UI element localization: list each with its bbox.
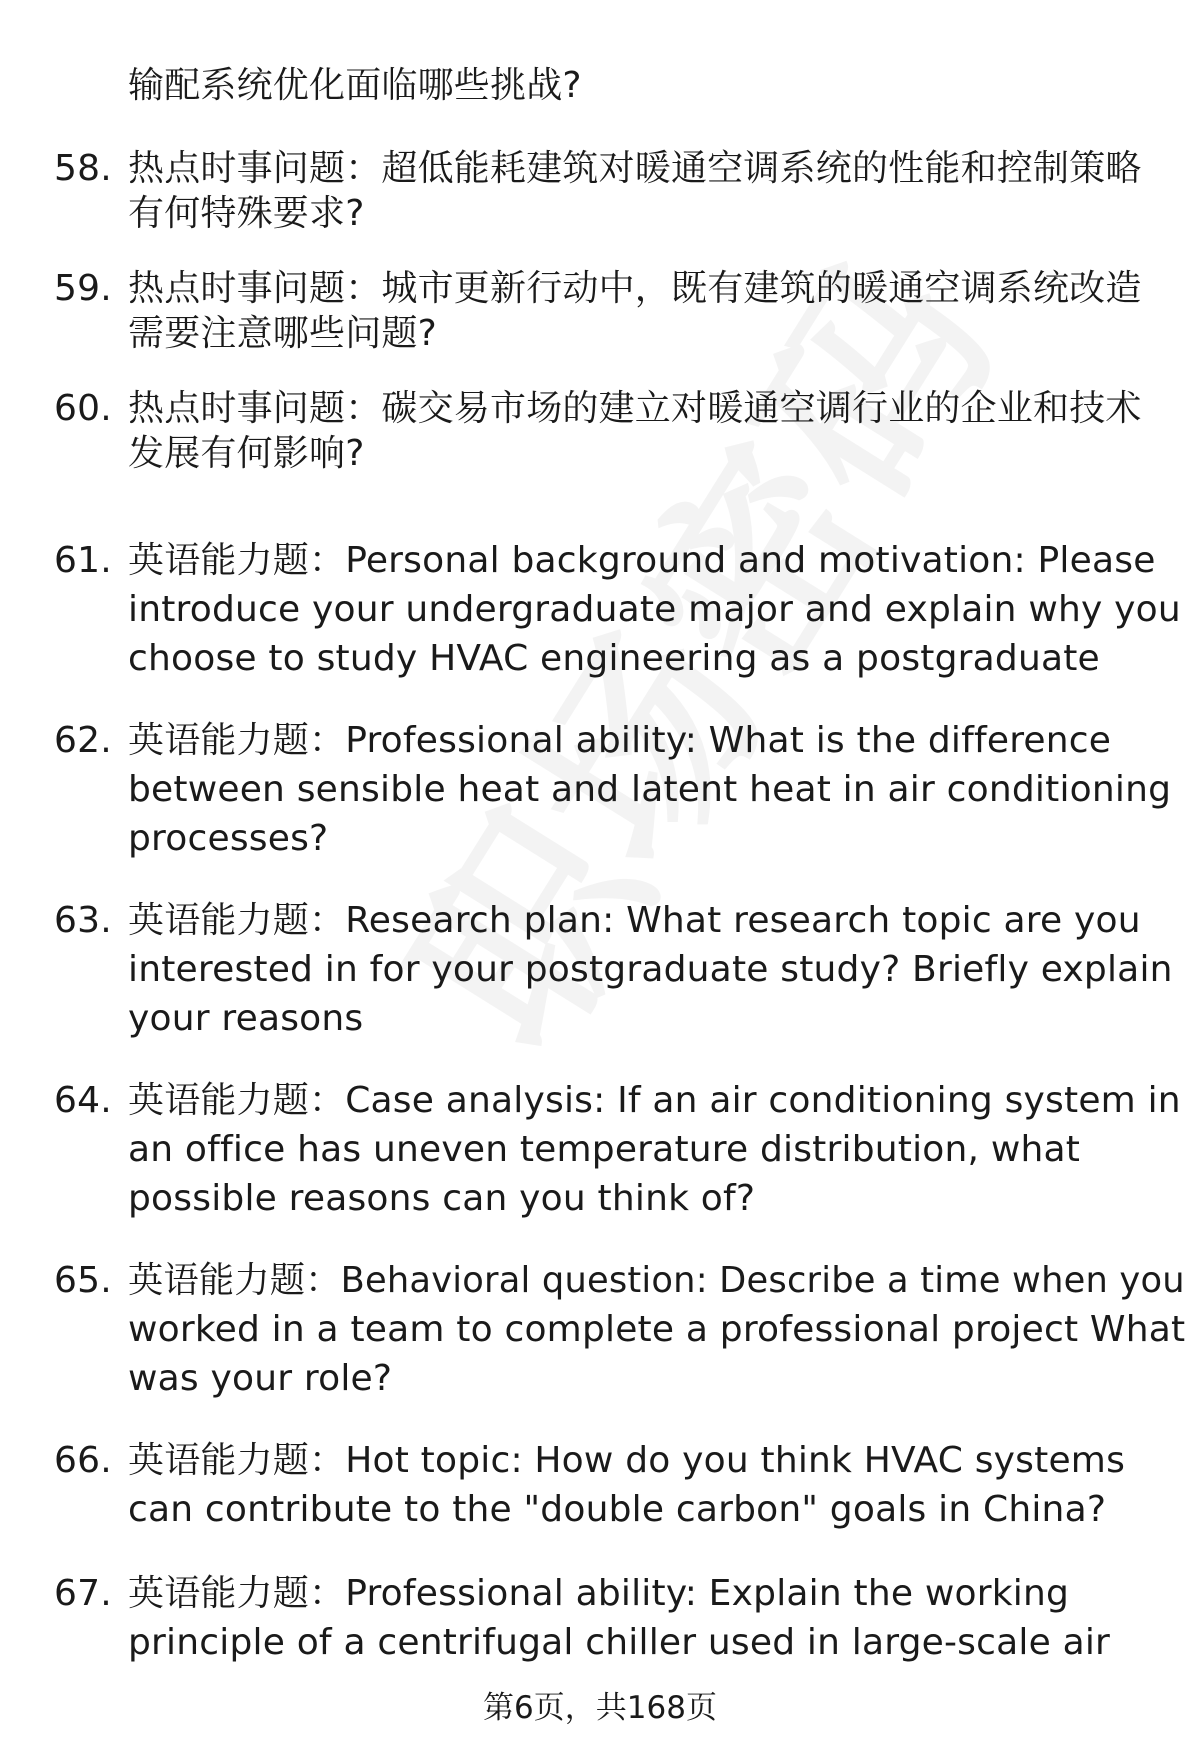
item-67-number: 67. bbox=[54, 1573, 112, 1614]
item-62-line-2: between sensible heat and latent heat in air conditioning bbox=[128, 769, 1172, 810]
item-64-line-1: 英语能力题：Case analysis: If an air conditioning system in bbox=[128, 1080, 1181, 1121]
item-60-line-1: 热点时事问题：碳交易市场的建立对暖通空调行业的企业和技术 bbox=[128, 388, 1142, 429]
item-continuation-line-1: 输配系统优化面临哪些挑战? bbox=[128, 65, 582, 106]
item-65-line-1: 英语能力题：Behavioral question: Describe a time when you bbox=[128, 1260, 1185, 1301]
item-65-line-2: worked in a team to complete a professional project What bbox=[128, 1309, 1186, 1350]
item-61-line-3: choose to study HVAC engineering as a postgraduate bbox=[128, 638, 1100, 679]
item-61-line-1: 英语能力题：Personal background and motivation: Please bbox=[128, 540, 1156, 581]
item-61-line-2: introduce your undergraduate major and explain why you bbox=[128, 589, 1181, 630]
item-60-number: 60. bbox=[54, 388, 112, 429]
item-63-line-2: interested in for your postgraduate study? Briefly explain bbox=[128, 949, 1173, 990]
item-58-line-1: 热点时事问题：超低能耗建筑对暖通空调系统的性能和控制策略 bbox=[128, 148, 1142, 189]
item-63-line-1: 英语能力题：Research plan: What research topic are you bbox=[128, 900, 1141, 941]
item-58-number: 58. bbox=[54, 148, 112, 189]
item-66-number: 66. bbox=[54, 1440, 112, 1481]
item-63-number: 63. bbox=[54, 900, 112, 941]
item-67-line-2: principle of a centrifugal chiller used in large-scale air bbox=[128, 1622, 1111, 1663]
item-62-number: 62. bbox=[54, 720, 112, 761]
item-64-number: 64. bbox=[54, 1080, 112, 1121]
item-63-line-3: your reasons bbox=[128, 998, 364, 1039]
item-61-number: 61. bbox=[54, 540, 112, 581]
item-58-line-2: 有何特殊要求? bbox=[128, 193, 365, 234]
item-62-line-1: 英语能力题：Professional ability: What is the difference bbox=[128, 720, 1112, 761]
item-66-line-1: 英语能力题：Hot topic: How do you think HVAC systems bbox=[128, 1440, 1126, 1481]
item-59-number: 59. bbox=[54, 268, 112, 309]
item-65-line-3: was your role? bbox=[128, 1358, 393, 1399]
item-65-number: 65. bbox=[54, 1260, 112, 1301]
item-59-line-1: 热点时事问题：城市更新行动中，既有建筑的暖通空调系统改造 bbox=[128, 268, 1142, 309]
item-64-line-3: possible reasons can you think of? bbox=[128, 1178, 756, 1219]
page-footer: 第6页，共168页 bbox=[483, 1690, 717, 1726]
item-60-line-2: 发展有何影响? bbox=[128, 433, 365, 474]
item-66-line-2: can contribute to the "double carbon" goals in China? bbox=[128, 1489, 1107, 1530]
item-59-line-2: 需要注意哪些问题? bbox=[128, 313, 437, 354]
item-64-line-2: an office has uneven temperature distribution, what bbox=[128, 1129, 1081, 1170]
item-67-line-1: 英语能力题：Professional ability: Explain the working bbox=[128, 1573, 1070, 1614]
item-62-line-3: processes? bbox=[128, 818, 329, 859]
